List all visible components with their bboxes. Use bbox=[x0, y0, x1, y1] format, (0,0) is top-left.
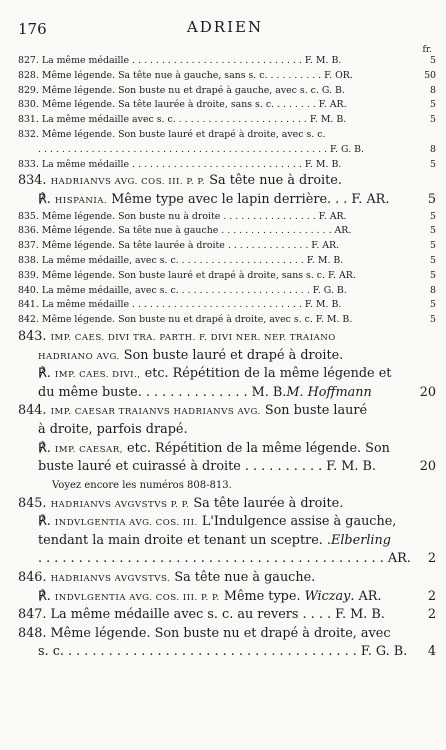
entry-segment: 840. La même médaille, avec s. c. . . . . . . . . . . . . . . . . . . . . . . F. G. B. bbox=[18, 284, 347, 296]
entry-text bbox=[18, 55, 341, 66]
entry-text bbox=[18, 403, 367, 418]
entry-segment: 842. Même légende. Son buste nu et drapé à droite, avec s. c. F. M. B. bbox=[18, 314, 353, 326]
entry-segment: du même buste. bbox=[38, 384, 146, 400]
entry-text bbox=[18, 626, 391, 641]
entry-segment: etc. Répétition de la même légende. Son bbox=[122, 440, 390, 456]
entry-segment: . . . . . . . . . . . . . . . . . . . . . . . . . . . . . . . . . . . . . . . . . . . . . . . . . F. G. B. bbox=[38, 143, 365, 155]
entry-segment: tendant la main droite et tenant un sceptre. bbox=[38, 532, 327, 548]
catalog-line bbox=[18, 625, 436, 644]
entry-segment: 837. Même légende. Sa tête laurée à droite . . . . . . . . . . . . . . F. AR. bbox=[18, 240, 340, 252]
entry-segment: buste lauré et cuirassé à droite . . . . . . . . . . F. M. B. bbox=[38, 459, 376, 475]
coin-legend: INDVLGENTIA AVG. COS. III. bbox=[54, 518, 198, 529]
entry-segment: 829. Même légende. Son buste nu et drapé à gauche, avec s. c. G. B. bbox=[18, 84, 345, 96]
entry-price: 8 bbox=[430, 284, 436, 296]
entry-text bbox=[38, 589, 381, 604]
source-name: Wiczay bbox=[304, 588, 351, 604]
entry-text bbox=[18, 211, 347, 222]
catalog-line bbox=[18, 643, 436, 662]
catalog-line bbox=[18, 365, 436, 384]
source-name: M. Hoffmann bbox=[286, 384, 372, 400]
entry-segment: 835. Même légende. Son buste nu à droite . . . . . . . . . . . . . . . . F. AR. bbox=[18, 210, 347, 222]
entry-price: 2 bbox=[427, 588, 436, 604]
coin-legend: IMP. CAES. DIVI., bbox=[54, 370, 141, 381]
coin-legend: IMP. CAESAR TRAIANVS HADRIANVS AVG. bbox=[50, 407, 261, 418]
entry-price: 5 bbox=[427, 191, 436, 207]
entry-segment: 841. La même médaille . . . . . . . . . . . . . . . . . . . . . . . . . . . . . F. M. B. bbox=[18, 299, 342, 311]
coin-legend: HADRIANO AVG. bbox=[38, 351, 120, 362]
entry-segment: 839. Même légende. Son buste lauré et drapé à droite, sans s. c. F. AR. bbox=[18, 269, 356, 281]
coin-legend: IMP. CAESAR, bbox=[54, 444, 123, 455]
entry-segment: . . . . . . . . . . . . . . . . . . . . . . . . . . . . . . . . . . . . . . . . . . . AR. bbox=[38, 551, 411, 567]
entry-segment: 827. La même médaille . . . . . . . . . . . . . . . . . . . . . . . . . . . . . F. M. B. bbox=[18, 55, 342, 66]
running-title: ADRIEN bbox=[186, 18, 264, 36]
entry-text bbox=[18, 570, 315, 585]
entry-price: 4 bbox=[427, 644, 436, 660]
catalog-line bbox=[18, 569, 436, 588]
entry-segment: 834. bbox=[18, 173, 51, 189]
entry-text bbox=[38, 144, 364, 155]
entry-text bbox=[18, 314, 352, 325]
catalog-line bbox=[18, 313, 436, 328]
entry-segment: Sa tête laurée à droite. bbox=[189, 495, 344, 511]
entry-text bbox=[38, 441, 390, 456]
entry-price: 5 bbox=[430, 254, 436, 266]
entry-price: 2 bbox=[427, 607, 436, 623]
entry-text bbox=[18, 255, 343, 266]
catalog-line bbox=[18, 191, 436, 210]
entry-segment: Même type avec le lapin derrière. . . F. AR. bbox=[107, 191, 390, 207]
catalog-line bbox=[18, 239, 436, 254]
catalog-line bbox=[18, 477, 436, 495]
entry-text bbox=[38, 459, 376, 474]
catalog-line bbox=[18, 532, 436, 551]
entry-segment: 845. bbox=[18, 495, 51, 511]
catalog-line bbox=[18, 113, 436, 128]
entry-price: 8 bbox=[430, 143, 436, 155]
entry-text bbox=[18, 85, 345, 96]
entry-text bbox=[18, 129, 325, 140]
entry-segment: 847. La même médaille avec s. c. au revers . . . . F. M. B. bbox=[18, 607, 385, 623]
coin-legend: HADRIANVS AVGVSTVS P. P. bbox=[50, 499, 190, 510]
entry-text bbox=[18, 299, 341, 310]
entry-segment: 832. Même légende. Son buste lauré et drapé à droite, avec s. c. bbox=[18, 128, 326, 140]
entry-segment: ℟. bbox=[38, 191, 55, 207]
page-number: 176 bbox=[18, 20, 47, 38]
catalog-line bbox=[18, 143, 436, 158]
entry-segment: 838. La même médaille, avec s. c. . . . . . . . . . . . . . . . . . . . . . F. M. B. bbox=[18, 254, 344, 266]
entry-text bbox=[38, 422, 188, 437]
entry-text bbox=[38, 644, 407, 659]
catalog-line bbox=[18, 347, 436, 366]
entry-text bbox=[38, 514, 396, 529]
entry-segment: 848. Même légende. Son buste nu et drapé à droite, avec bbox=[18, 625, 391, 641]
entry-price: 50 bbox=[424, 69, 436, 81]
entry-text bbox=[38, 533, 391, 548]
catalog-line bbox=[18, 384, 436, 403]
catalog-line bbox=[18, 440, 436, 459]
entry-text bbox=[38, 551, 411, 566]
entry-segment: ℟. bbox=[38, 366, 55, 382]
entry-text bbox=[18, 114, 346, 125]
entry-segment: Son buste lauré bbox=[260, 403, 368, 419]
catalog-line bbox=[18, 254, 436, 269]
entry-price: 5 bbox=[430, 210, 436, 222]
entry-price: 5 bbox=[430, 99, 436, 111]
catalog-line bbox=[18, 269, 436, 284]
entry-segment: . bbox=[326, 532, 331, 548]
catalog-entries bbox=[18, 54, 436, 662]
catalog-line bbox=[18, 224, 436, 239]
entry-price: 5 bbox=[430, 158, 436, 170]
source-name: Elberling bbox=[331, 532, 391, 548]
entry-segment: etc. Répétition de la même légende et bbox=[140, 366, 392, 382]
entry-price: 5 bbox=[430, 55, 436, 66]
entry-segment: 843. bbox=[18, 328, 51, 344]
catalog-line bbox=[18, 284, 436, 299]
entry-segment: 836. Même légende. Sa tête nue à gauche . . . . . . . . . . . . . . . . . . . AR. bbox=[18, 225, 352, 237]
coin-legend: IMP. CAES. DIVI TRA. PARTH. F. DIVI NER. NEP. TRAIANO bbox=[50, 332, 336, 343]
entry-price: 5 bbox=[430, 225, 436, 237]
entry-segment: s. c. . . . . . . . . . . . . . . . . . . . . . . . . . . . . . . . . . . . . F. G. B. bbox=[38, 644, 408, 660]
entry-segment: Sa tête nue à droite. bbox=[205, 173, 342, 189]
entry-segment: 830. Même légende. Sa tête laurée à droite, sans s. c. . . . . . . . F. AR. bbox=[18, 99, 347, 111]
entry-segment: ℟. bbox=[38, 440, 55, 456]
entry-price: 5 bbox=[430, 269, 436, 281]
catalog-line bbox=[18, 513, 436, 532]
entry-text bbox=[18, 70, 353, 81]
coin-legend: INDVLGENTIA AVG. COS. III. P. P. bbox=[54, 592, 220, 603]
page-header bbox=[18, 18, 432, 40]
catalog-line bbox=[18, 98, 436, 113]
coin-legend: HADRIANVS AVGVSTVS. bbox=[50, 574, 171, 585]
entry-segment: Sa tête nue à gauche. bbox=[170, 570, 316, 586]
entry-text bbox=[18, 173, 342, 188]
entry-price: 20 bbox=[419, 459, 436, 475]
entry-segment: à droite, parfois drapé. bbox=[38, 421, 188, 437]
entry-text bbox=[18, 270, 356, 281]
entry-text bbox=[18, 159, 341, 170]
entry-text bbox=[38, 385, 372, 400]
entry-segment: Voyez encore les numéros 808-813. bbox=[52, 479, 232, 491]
entry-text bbox=[38, 366, 391, 381]
catalog-line bbox=[18, 606, 436, 625]
catalog-line bbox=[18, 210, 436, 225]
entry-text bbox=[18, 329, 336, 344]
catalog-line bbox=[18, 458, 436, 477]
entry-segment: Même type. bbox=[219, 588, 305, 604]
entry-text bbox=[38, 348, 343, 363]
entry-text bbox=[18, 99, 347, 110]
entry-text bbox=[38, 192, 389, 207]
catalog-line bbox=[18, 328, 436, 347]
catalog-line bbox=[18, 84, 436, 99]
catalog-line bbox=[18, 495, 436, 514]
entry-text bbox=[18, 240, 339, 251]
entry-price: 5 bbox=[430, 114, 436, 126]
entry-price: 20 bbox=[419, 384, 436, 400]
entry-segment: 833. La même médaille . . . . . . . . . . . . . . . . . . . . . . . . . . . . . F. M. B. bbox=[18, 158, 342, 170]
entry-price: 5 bbox=[430, 314, 436, 326]
entry-segment: . . . . . . . . . . . . . M. B. bbox=[145, 384, 287, 400]
catalog-line bbox=[18, 69, 436, 84]
entry-segment: 828. Même légende. Sa tête nue à gauche, sans s. c. . . . . . . . . . F. OR. bbox=[18, 69, 353, 81]
entry-price: 5 bbox=[430, 299, 436, 311]
catalog-line bbox=[18, 402, 436, 421]
catalog-line bbox=[18, 588, 436, 607]
catalog-line bbox=[18, 298, 436, 313]
entry-segment: . AR. bbox=[350, 588, 382, 604]
price-column-unit: fr. bbox=[422, 45, 432, 55]
entry-price: 8 bbox=[430, 84, 436, 96]
entry-text bbox=[18, 285, 347, 296]
entry-segment: 846. bbox=[18, 570, 51, 586]
coin-legend: HISPANIA. bbox=[54, 195, 108, 206]
entry-text bbox=[18, 607, 385, 622]
catalog-line bbox=[18, 550, 436, 569]
entry-segment: L'Indulgence assise à gauche, bbox=[197, 514, 397, 530]
entry-text bbox=[18, 496, 343, 511]
catalog-line bbox=[18, 421, 436, 440]
coin-legend: HADRIANVS AVG. COS. III. P. P. bbox=[50, 177, 206, 188]
entry-segment: ℟. bbox=[38, 514, 55, 530]
entry-text bbox=[18, 225, 351, 236]
entry-segment: Son buste lauré et drapé à droite. bbox=[119, 347, 344, 363]
entry-segment: ℟. bbox=[38, 588, 55, 604]
catalog-line bbox=[18, 128, 436, 143]
entry-text bbox=[52, 480, 232, 491]
entry-price: 2 bbox=[427, 551, 436, 567]
entry-price: 5 bbox=[430, 240, 436, 252]
entry-segment: 831. La même médaille avec s. c. . . . . . . . . . . . . . . . . . . . . . . F. M. B. bbox=[18, 114, 347, 126]
catalog-line bbox=[18, 172, 436, 191]
catalog-line bbox=[18, 158, 436, 173]
entry-segment: 844. bbox=[18, 403, 51, 419]
catalog-line bbox=[18, 54, 436, 69]
